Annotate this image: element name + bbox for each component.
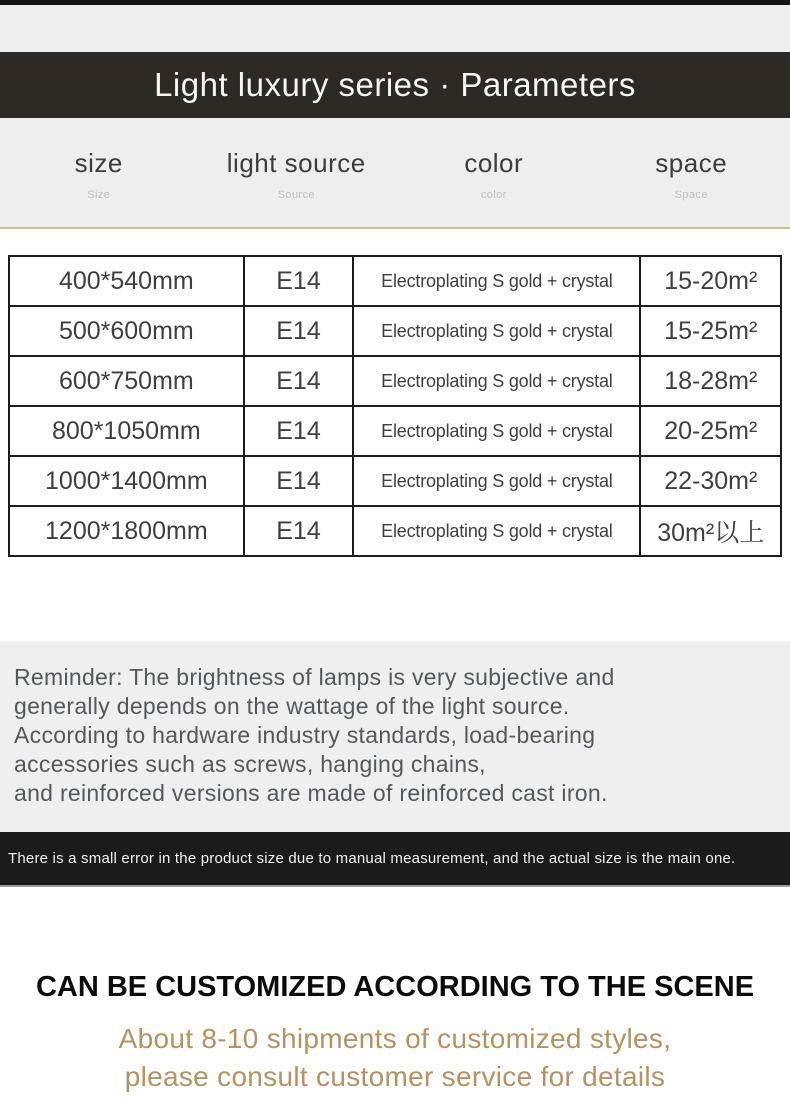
spec-col-color [395,148,593,227]
color-cell: Electroplating S gold + crystal [353,406,640,456]
reminder-line: accessories such as screws, hanging chains, [14,751,486,777]
spec-col-label: light source [226,148,366,178]
spec-col-label: space [655,148,728,178]
space-cell: 18-28m² [640,356,781,406]
reminder-line: Reminder: The brightness of lamps is very subjective and [14,664,615,690]
table-row [9,406,781,456]
parameters-table-section [0,229,790,641]
spec-col-label: size [74,148,123,178]
light-source-cell: E14 [244,456,354,506]
table-row [9,256,781,306]
space-cell: 22-30m² [640,456,781,506]
spec-col-light-source [198,148,396,227]
size-cell: 500*600mm [9,306,244,356]
customization-block [0,887,790,1096]
parameters-table [8,255,782,557]
spec-col-sublabel: Space [674,189,708,201]
light-source-cell: E14 [244,356,354,406]
light-source-cell: E14 [244,406,354,456]
table-row [9,456,781,506]
space-cell: 30m²以上 [640,506,781,556]
measurement-notice-text: There is a small error in the product size due to manual measurement, and the actual size is the main one. [8,850,736,867]
spec-col-sublabel: Size [87,189,111,201]
customization-subtext-line: please consult customer service for details [124,1061,666,1092]
reminder-line: generally depends on the wattage of the light source. [14,693,570,719]
spec-col-sublabel: Source [277,189,315,201]
color-cell: Electroplating S gold + crystal [353,306,640,356]
color-cell: Electroplating S gold + crystal [353,256,640,306]
spec-column-header [0,118,790,229]
customization-heading: CAN BE CUSTOMIZED ACCORDING TO THE SCENE [35,971,755,1003]
top-spacer [0,5,790,52]
color-cell: Electroplating S gold + crystal [353,456,640,506]
table-row [9,506,781,556]
reminder-block [0,641,790,832]
size-cell: 800*1050mm [9,406,244,456]
customization-subtext [0,1020,790,1096]
space-cell: 15-20m² [640,256,781,306]
light-source-cell: E14 [244,506,354,556]
size-cell: 1000*1400mm [9,456,244,506]
table-row [9,356,781,406]
space-cell: 20-25m² [640,406,781,456]
light-source-cell: E14 [244,306,354,356]
spec-col-space [593,148,790,227]
measurement-notice-bar [0,832,790,887]
spec-col-label: color [464,148,524,178]
light-source-cell: E14 [244,256,354,306]
customization-subtext-line: About 8-10 shipments of customized styles, [118,1023,672,1054]
size-cell: 600*750mm [9,356,244,406]
color-cell: Electroplating S gold + crystal [353,356,640,406]
space-cell: 15-25m² [640,306,781,356]
spec-col-sublabel: color [480,189,507,201]
page-title: Light luxury series · Parameters [154,66,636,103]
series-banner [0,52,790,118]
reminder-line: and reinforced versions are made of reinforced cast iron. [14,780,608,806]
size-cell: 1200*1800mm [9,506,244,556]
spec-col-size [0,148,198,227]
size-cell: 400*540mm [9,256,244,306]
color-cell: Electroplating S gold + crystal [353,506,640,556]
reminder-line: According to hardware industry standards, load-bearing [14,722,596,748]
table-row [9,306,781,356]
